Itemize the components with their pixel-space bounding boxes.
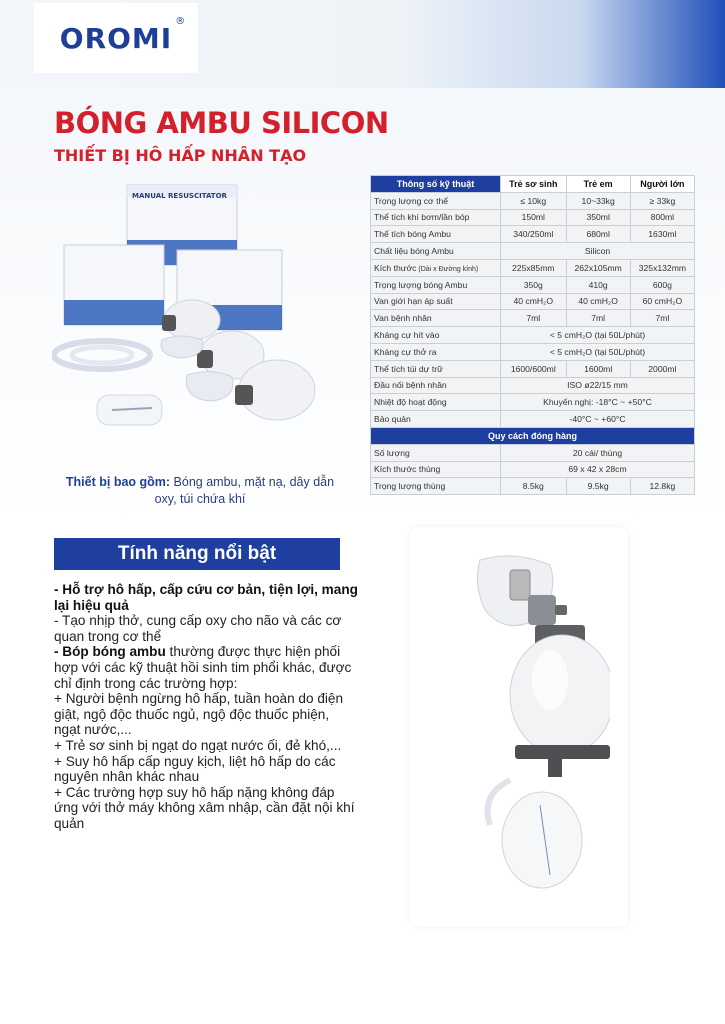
feature-paragraph: + Các trường hợp suy hô hấp nặng không đáp ứng với thở máy không xâm nhập, cần đặt nội khí quản [54, 784, 355, 831]
feature-paragraph: + Người bệnh ngừng hô hấp, tuần hoàn do điện giật, ngộ độc thuốc ngủ, ngộ độc thuốc phiện, ngạt nước,... [54, 691, 344, 738]
feature-paragraph: - Tạo nhịp thở, cung cấp oxy cho não và các cơ quan trong cơ thể [54, 613, 342, 644]
spec-table-header [371, 176, 695, 193]
pack-header-row [371, 427, 695, 444]
table-row: Kháng cự thở ra < 5 cmH₂O (tại 50L/phút) [371, 343, 695, 360]
page-title: BÓNG AMBU SILICON [54, 106, 389, 140]
included-items-note: Thiết bị bao gồm: Bóng ambu, mặt nạ, dây dẫn oxy, túi chứa khí [65, 475, 335, 506]
ambu-bag-image [470, 550, 610, 910]
spec-table [370, 175, 695, 495]
spec-header-param: Thông số kỹ thuật [371, 176, 501, 193]
table-row: Thể tích bóng Ambu 340/250ml 680ml 1630ml [371, 226, 695, 243]
spec-header-child: Trẻ em [566, 176, 630, 193]
table-row: Van bệnh nhân 7ml 7ml 7ml [371, 310, 695, 327]
table-row: Thể tích túi dự trữ 1600/600ml 1600ml 2000ml [371, 360, 695, 377]
features-heading: Tính năng nổi bật [54, 538, 340, 570]
table-row: Số lượng 20 cái/ thùng [371, 444, 695, 461]
table-row: Đầu nối bệnh nhân ISO ø22/15 mm [371, 377, 695, 394]
brand-logo [34, 3, 198, 73]
feature-paragraph: + Suy hô hấp cấp nguy kịch, liệt hô hấp do các nguyên nhân khác nhau [54, 753, 336, 785]
table-row: Chất liệu bóng Ambu Silicon [371, 243, 695, 260]
spec-header-adult: Người lớn [630, 176, 694, 193]
feature-paragraph: - Bóp bóng ambu thường được thực hiện phối hợp với các kỹ thuật hồi sinh tim phổi khác, được chỉ định trong các trường hợp: [54, 644, 352, 691]
table-row: Bảo quản -40°C ~ +60°C [371, 411, 695, 428]
table-row: Trọng lượng thùng 8.5kg 9.5kg 12.8kg [371, 478, 695, 495]
table-row: Nhiệt độ hoạt động Khuyến nghị: -18°C ~ +50°C [371, 394, 695, 411]
spec-header-newborn: Trẻ sơ sinh [501, 176, 567, 193]
table-row: Thể tích khí bơm/lần bóp 150ml 350ml 800ml [371, 209, 695, 226]
feature-paragraph: - Hỗ trợ hô hấp, cấp cứu cơ bản, tiện lợi, mang lại hiệu quả [54, 582, 358, 613]
box-label: MANUAL RESUSCITATOR [132, 192, 227, 200]
features-text [54, 582, 358, 832]
table-row: Kích thước thùng 69 x 42 x 28cm [371, 461, 695, 478]
feature-paragraph: + Trẻ sơ sinh bị ngạt do ngạt nước ối, đẻ khó,... [54, 737, 342, 753]
table-row: Trọng lượng cơ thể ≤ 10kg 10~33kg ≥ 33kg [371, 192, 695, 209]
table-row: Kích thước (Dài x Đường kính) 225x85mm 262x105mm 325x132mm [371, 259, 695, 276]
product-set-image [52, 180, 342, 460]
pack-header: Quy cách đóng hàng [371, 427, 695, 444]
brand-name: OROMI ® [59, 15, 187, 55]
table-row: Kháng cự hít vào < 5 cmH₂O (tại 50L/phút) [371, 327, 695, 344]
table-row: Trọng lượng bóng Ambu 350g 410g 600g [371, 276, 695, 293]
table-row: Van giới hạn áp suất 40 cmH₂O 40 cmH₂O 60 cmH₂O [371, 293, 695, 310]
page-subtitle: THIẾT BỊ HÔ HẤP NHÂN TẠO [54, 146, 307, 165]
